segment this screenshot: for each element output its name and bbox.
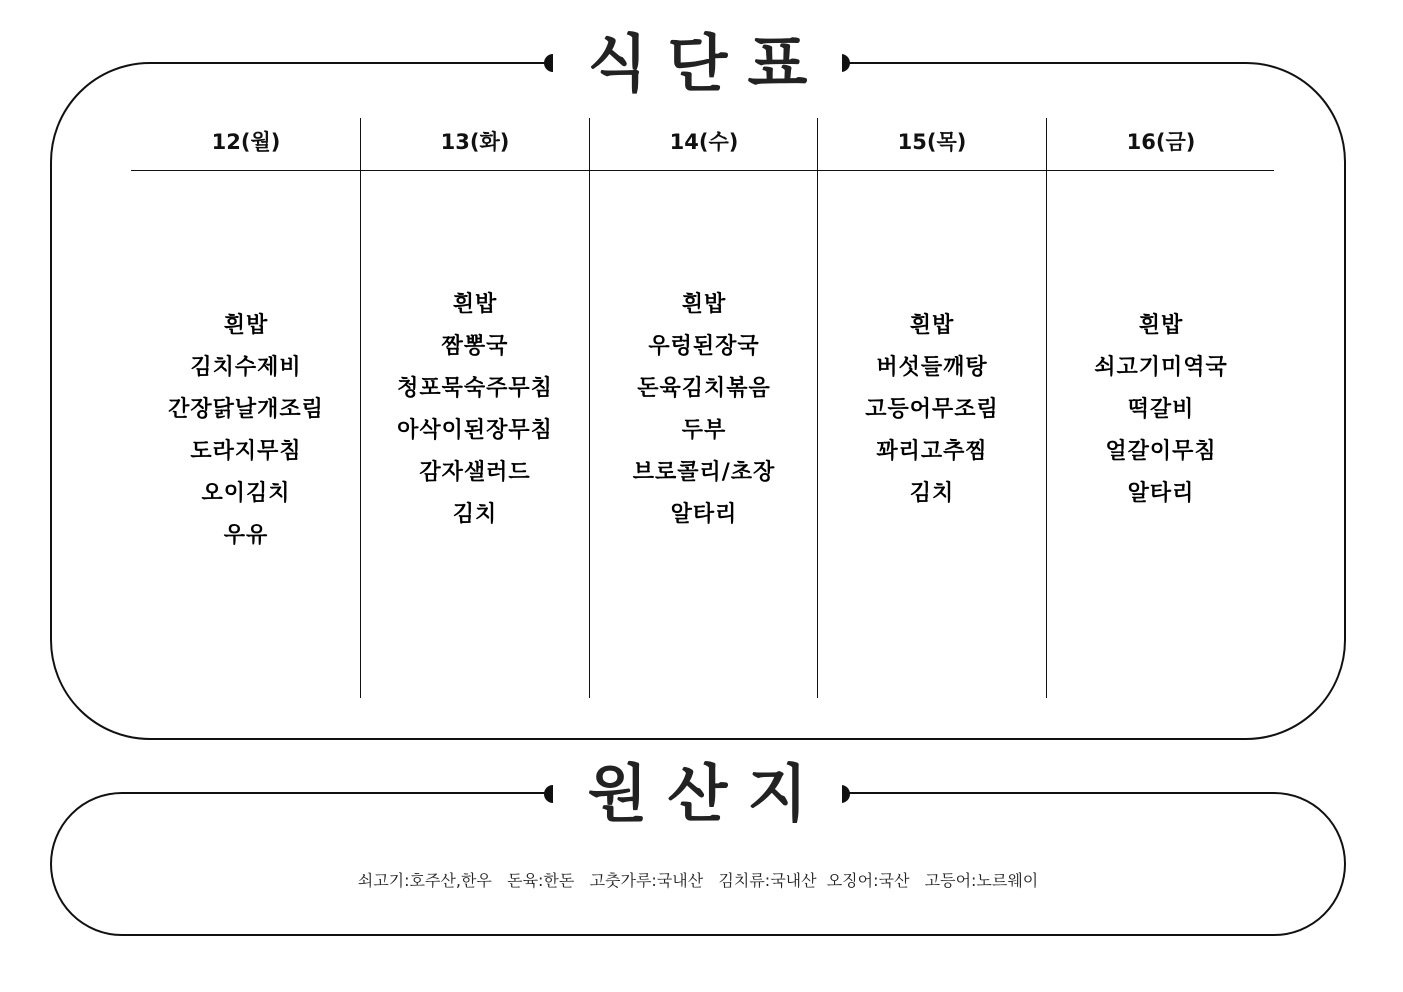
day-header-thu: 15(목) [897,130,967,154]
origin-title-wrap [553,754,842,834]
menu-item: 오이김치 [201,481,291,506]
menu-item: 흰밥 [452,292,498,317]
menu-item: 청포묵숙주무침 [397,376,553,401]
menu-item: 떡갈비 [1127,397,1195,422]
menu-column-fri [1047,305,1275,515]
menu-item: 고등어무조림 [865,397,999,422]
menu-title-wrap [553,24,842,104]
menu-item: 우렁된장국 [648,334,760,359]
menu-item: 흰밥 [909,313,955,338]
menu-column-tue [361,284,589,536]
menu-item: 돈육김치볶음 [637,376,771,401]
menu-title: 식단표 [587,27,828,100]
menu-item: 브로콜리/초장 [632,460,776,485]
menu-item: 짬뽕국 [441,334,509,359]
menu-item: 아삭이된장무침 [397,418,553,443]
menu-item: 도라지무침 [190,439,302,464]
day-header-wed: 14(수) [669,130,739,154]
menu-item: 김치 [452,502,498,527]
menu-item: 간장닭날개조림 [168,397,324,422]
header-rule [131,170,1274,171]
menu-column-mon [132,305,360,557]
menu-item: 두부 [681,418,727,443]
menu-item: 우유 [223,523,269,548]
menu-item: 얼갈이무침 [1105,439,1217,464]
menu-item: 꽈리고추찜 [876,439,988,464]
menu-item: 쇠고기미역국 [1094,355,1228,380]
day-header-tue: 13(화) [440,130,510,154]
origin-title: 원산지 [587,757,828,830]
menu-item: 감자샐러드 [419,460,531,485]
menu-item: 김치 [909,481,955,506]
menu-column-wed [590,284,818,536]
menu-item: 흰밥 [223,313,269,338]
menu-item: 버섯들깨탕 [876,355,988,380]
menu-item: 알타리 [670,502,738,527]
menu-item: 흰밥 [681,292,727,317]
origin-info: 쇠고기:호주산,한우 돈육:한돈 고춧가루:국내산 김치류:국내산 오징어:국산 고등어:노르웨이 [357,871,1039,890]
menu-item: 김치수제비 [190,355,302,380]
day-header-mon: 12(월) [211,130,281,154]
menu-column-thu [818,305,1046,515]
menu-item: 흰밥 [1138,313,1184,338]
menu-item: 알타리 [1127,481,1195,506]
day-header-fri: 16(금) [1126,130,1196,154]
